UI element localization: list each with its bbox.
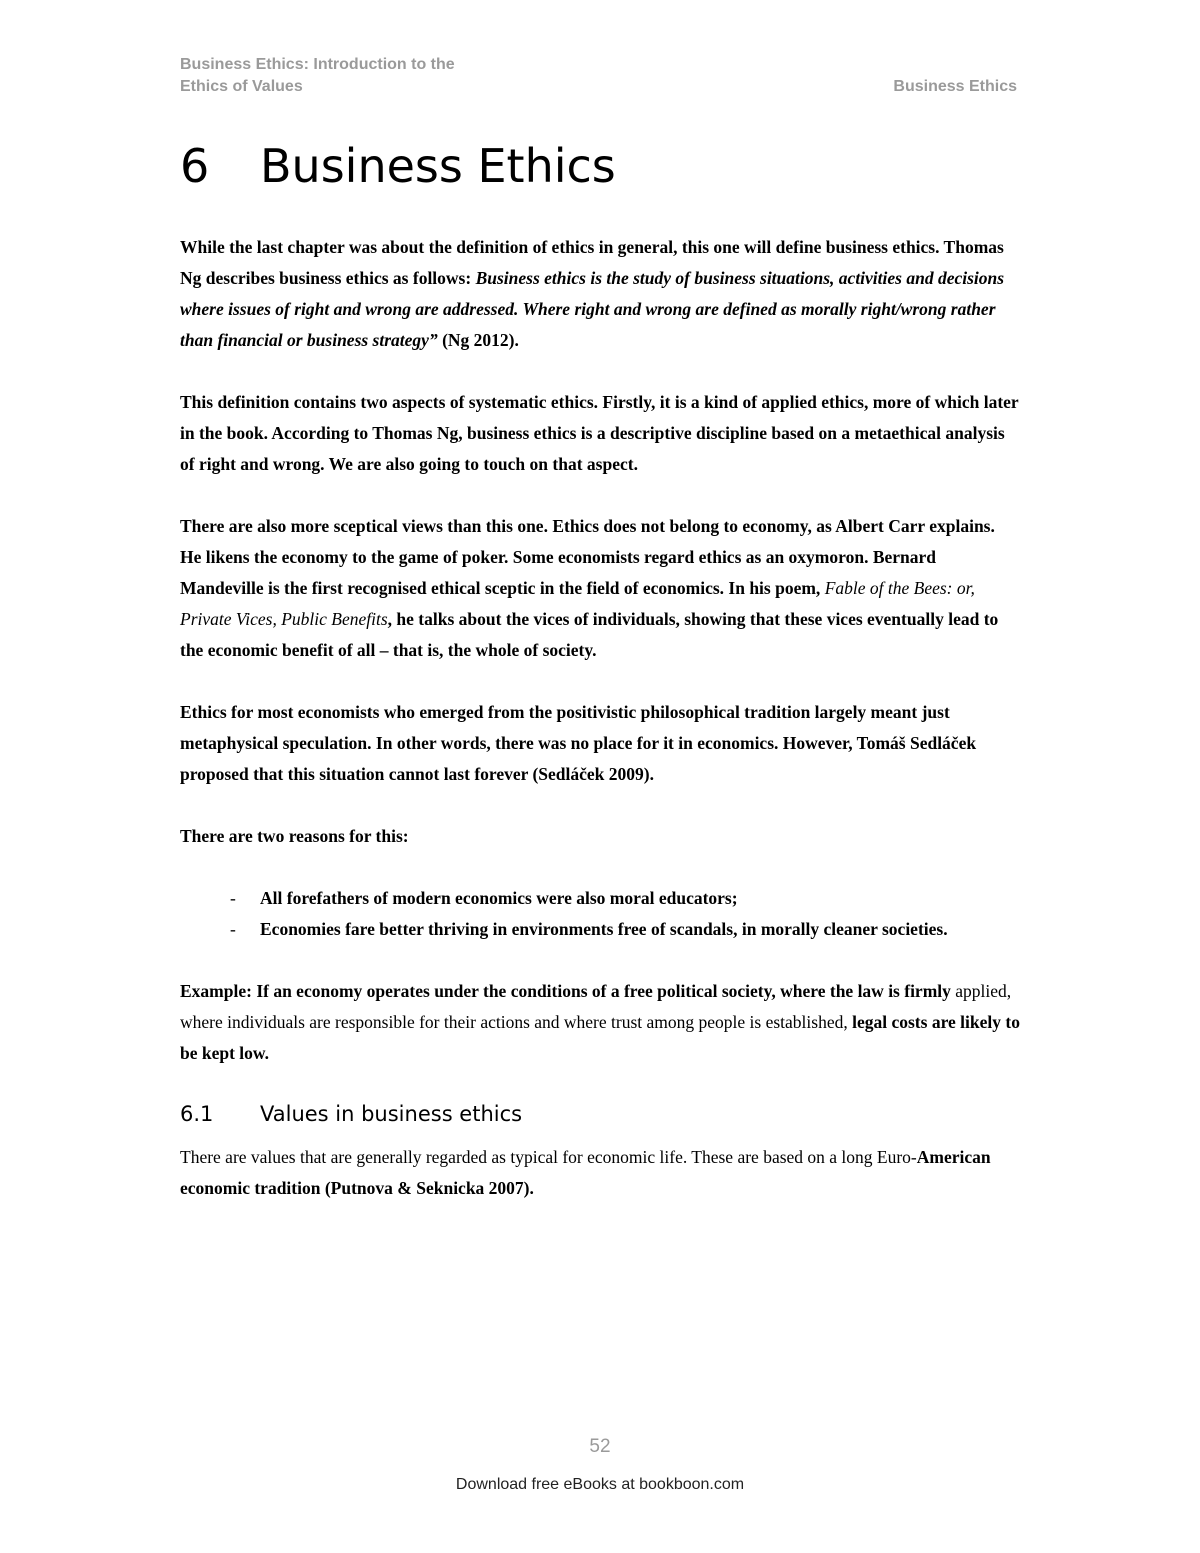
paragraph-text: There are also more sceptical views than this one. Ethics does not belong to economy, as Albert Carr explains. He likens the economy to the game of poker. Some economists regard ethics as an oxymoron. Bernard Mandeville is the first recognised ethical sceptic in the field of economics. In his poem, — [180, 516, 995, 598]
section-title: Values in business ethics — [260, 1102, 523, 1126]
chapter-number: 6 — [180, 139, 210, 193]
paragraph-example — [180, 976, 1020, 1069]
running-header-right: Business Ethics — [893, 78, 1017, 95]
list-item-text: Economies fare better thriving in environments free of scandals, in morally cleaner societies. — [260, 919, 948, 939]
paragraph-reasons-intro: There are two reasons for this: — [180, 826, 409, 846]
paragraph-text: There are values that are generally regarded as typical for economic life. These are based on a long Euro- — [180, 1147, 917, 1167]
reasons-list — [180, 883, 1020, 945]
list-item-text: All forefathers of modern economics were also moral educators; — [260, 888, 738, 908]
list-dash: - — [230, 888, 236, 908]
footer-link[interactable]: Download free eBooks at bookboon.com — [455, 1476, 745, 1493]
paragraph-values — [180, 1142, 1020, 1204]
list-item — [180, 883, 1020, 914]
list-dash: - — [230, 919, 236, 939]
list-item — [180, 914, 1020, 945]
page-number: 52 — [589, 1436, 611, 1457]
poem-title: Fable of the Bees: or, Private Vices, Public Benefits — [180, 578, 975, 629]
header-book-title-line1: Business Ethics: Introduction to the — [180, 56, 455, 73]
paragraph-sceptical-views — [180, 511, 1020, 666]
ng-quote: Business ethics is the study of business situations, activities and decisions where issues of right and wrong are addressed. Where right and wrong are defined as morally right/wrong rather than financial or business strategy” — [180, 268, 1005, 350]
running-header-left — [180, 54, 455, 98]
paragraph-text: Example: If an economy operates under the conditions of a free political society, where the law is firmly — [180, 981, 951, 1001]
paragraph-text: While the last chapter was about the definition of ethics in general, this one will define business ethics. Thomas Ng describes business ethics as follows: — [180, 237, 1004, 288]
paragraph-text: American economic tradition (Putnova & Seknicka 2007). — [180, 1147, 991, 1198]
paragraph-definition — [180, 232, 1020, 356]
paragraph-text: legal costs are likely to be kept low. — [180, 1012, 1020, 1063]
chapter-title-text: Business Ethics — [260, 139, 616, 193]
paragraph-positivism: Ethics for most economists who emerged from the positivistic philosophical tradition largely meant just metaphysical speculation. In other words, there was no place for it in economics. However, Tomáš Sedláček proposed that this situation cannot last forever (Sedláček 2009). — [180, 702, 977, 784]
chapter-title — [180, 136, 616, 196]
section-heading — [180, 1100, 1020, 1128]
page-body — [180, 232, 1020, 1235]
paragraph-text: applied, where individuals are responsible for their actions and where trust among people is established, — [180, 981, 1012, 1032]
section-number: 6.1 — [180, 1102, 214, 1126]
paragraph-aspects: This definition contains two aspects of systematic ethics. Firstly, it is a kind of applied ethics, more of which later in the book. According to Thomas Ng, business ethics is a descriptive discipline based on a metaethical analysis of right and wrong. We are also going to touch on that aspect. — [180, 392, 1019, 474]
citation: (Ng 2012). — [437, 330, 519, 350]
paragraph-text: , he talks about the vices of individuals, showing that these vices eventually lead to the economic benefit of all – that is, the whole of society. — [180, 609, 999, 660]
header-book-title-line2: Ethics of Values — [180, 78, 303, 95]
